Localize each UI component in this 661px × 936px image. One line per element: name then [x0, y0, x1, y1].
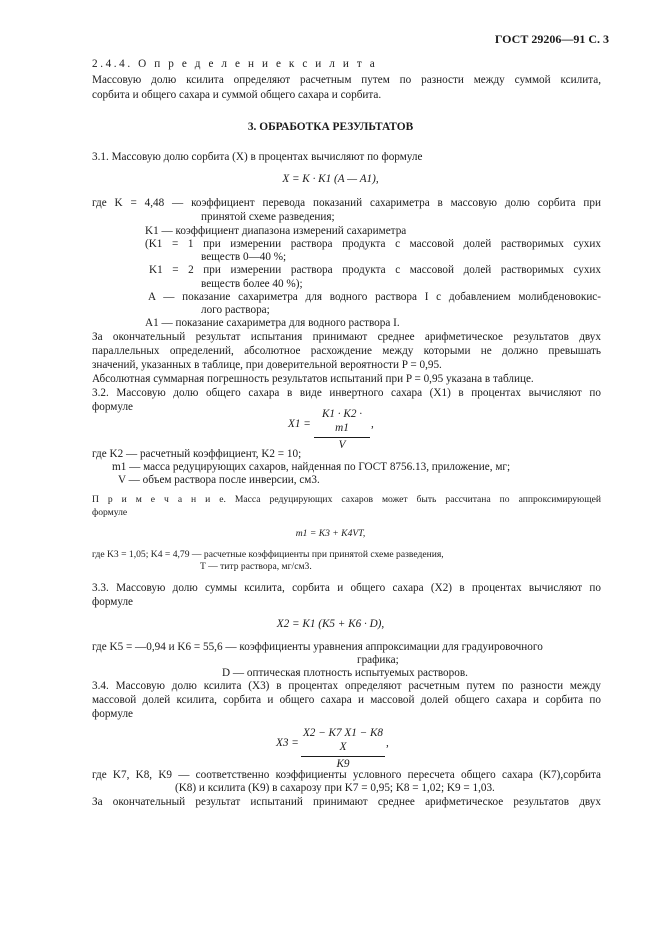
- where-line: K1 — коэффициент диапазона измерений сахариметра: [145, 225, 407, 237]
- formula-comma: ,: [386, 737, 389, 749]
- where-line: лого раствора;: [201, 304, 270, 316]
- formula-sorbitol: X = K · K1 (A — A1),: [282, 173, 379, 185]
- paragraph-line: Абсолютная суммарная погрешность результатов испытаний при P = 0,95 указана в таблице.: [92, 373, 534, 385]
- paragraph-line: массовой долей ксилита, сорбита и общего сахара и массовой долей общего сахара и сорбита по: [92, 694, 601, 706]
- fraction-numerator: X2 − K7 X1 − K8 X: [302, 727, 384, 753]
- where-line: (K1 = 1 при измерении раствора продукта с массовой долей растворимых сухих: [145, 238, 601, 250]
- formula-x2: X2 = K1 (K5 + K6 · D),: [276, 618, 385, 630]
- fraction-denominator: V: [338, 439, 346, 452]
- where-line: где K5 = —0,94 и K6 = 55,6 — коэффициенты уравнения аппроксимации для градуировочного: [92, 641, 543, 653]
- paragraph-line: За окончательный результат испытаний принимают среднее арифметическое результатов двух: [92, 796, 601, 808]
- paragraph-line: формуле: [92, 401, 133, 413]
- paragraph-line: значений, указанных в таблице, при доверительной вероятности P = 0,95.: [92, 359, 442, 371]
- where-line: m1 — масса редуцирующих сахаров, найденная по ГОСТ 8756.13, приложение, мг;: [112, 461, 511, 473]
- where-line: V — объем раствора после инверсии, см3.: [118, 474, 320, 486]
- where-line: (K8) и ксилита (K9) в сахарозу при K7 = 0,95; K8 = 1,02; K9 = 1,03.: [175, 782, 495, 794]
- where-line: где K = 4,48 — коэффициент перевода показаний сахариметра в массовую долю сорбита при: [92, 197, 601, 209]
- paragraph-line: Массовую долю ксилита определяют расчетным путем по разности между суммой ксилита,: [92, 74, 601, 86]
- note-where-line: где K3 = 1,05; K4 = 4,79 — расчетные коэффициенты при принятой схеме разведения,: [92, 549, 444, 560]
- where-line: A — показание сахариметра для водного раствора I с добавлением молибденовокис-: [148, 291, 601, 303]
- where-line: где K2 — расчетный коэффициент, K2 = 10;: [92, 448, 302, 460]
- fraction-numerator: K1 · K2 · m1: [321, 408, 363, 434]
- formula-x1-fraction: [314, 408, 370, 453]
- paragraph-3-1-intro: 3.1. Массовую долю сорбита (X) в процентах вычисляют по формуле: [92, 151, 423, 163]
- section-3-heading: 3. ОБРАБОТКА РЕЗУЛЬТАТОВ: [247, 121, 414, 133]
- fraction-bar: [301, 756, 385, 757]
- where-line: D — оптическая плотность испытуемых растворов.: [222, 667, 468, 679]
- where-line: веществ более 40 %);: [201, 278, 303, 290]
- note-where-line: T — титр раствора, мг/см3.: [200, 561, 312, 572]
- note-line: формуле: [92, 507, 128, 518]
- where-line: принятой схеме разведения;: [201, 211, 335, 223]
- where-line: где K7, K8, K9 — соответственно коэффициенты условного пересчета общего сахара (K7),сорбита: [92, 769, 601, 781]
- formula-x3-lhs: X3 =: [276, 737, 299, 749]
- paragraph-line: формуле: [92, 596, 133, 608]
- paragraph-line: За окончательный результат испытания принимают среднее арифметическое результатов двух: [92, 331, 601, 343]
- fraction-bar: [314, 437, 370, 438]
- formula-comma: ,: [371, 418, 374, 430]
- formula-x3-fraction: [301, 727, 385, 772]
- formula-x1-lhs: X1 =: [288, 418, 311, 430]
- fraction-denominator: K9: [336, 758, 350, 771]
- paragraph-3-2-intro: 3.2. Массовую долю общего сахара в виде инвертного сахара (X1) в процентах вычисляют по: [92, 387, 601, 399]
- where-line: графика;: [357, 654, 399, 666]
- where-line: K1 = 2 при измерении раствора продукта с массовой долей растворимых сухих: [149, 264, 601, 276]
- note-line: П р и м е ч а н и е. Масса редуцирующих сахаров может быть рассчитана по аппроксимирующей: [92, 494, 601, 505]
- paragraph-line: формуле: [92, 708, 133, 720]
- paragraph-3-4-intro: 3.4. Массовую долю ксилита (X3) в процентах определяют расчетным путем по разности между: [92, 680, 601, 692]
- where-line: A1 — показание сахариметра для водного раствора I.: [145, 317, 400, 329]
- page-header: ГОСТ 29206—91 С. 3: [494, 32, 609, 46]
- paragraph-line: параллельных определений, абсолютное расхождение между которыми не должно превышать: [92, 345, 601, 357]
- paragraph-3-3-intro: 3.3. Массовую долю суммы ксилита, сорбита и общего сахара (X2) в процентах вычисляют по: [92, 582, 601, 594]
- paragraph-line: сорбита и общего сахара и суммой общего сахара и сорбита.: [92, 89, 382, 101]
- note-formula: m1 = K3 + K4VT,: [295, 528, 366, 539]
- subsection-2-4-4-title: 2.4.4. О п р е д е л е н и е к с и л и т а: [92, 58, 378, 70]
- where-line: веществ 0—40 %;: [201, 251, 287, 263]
